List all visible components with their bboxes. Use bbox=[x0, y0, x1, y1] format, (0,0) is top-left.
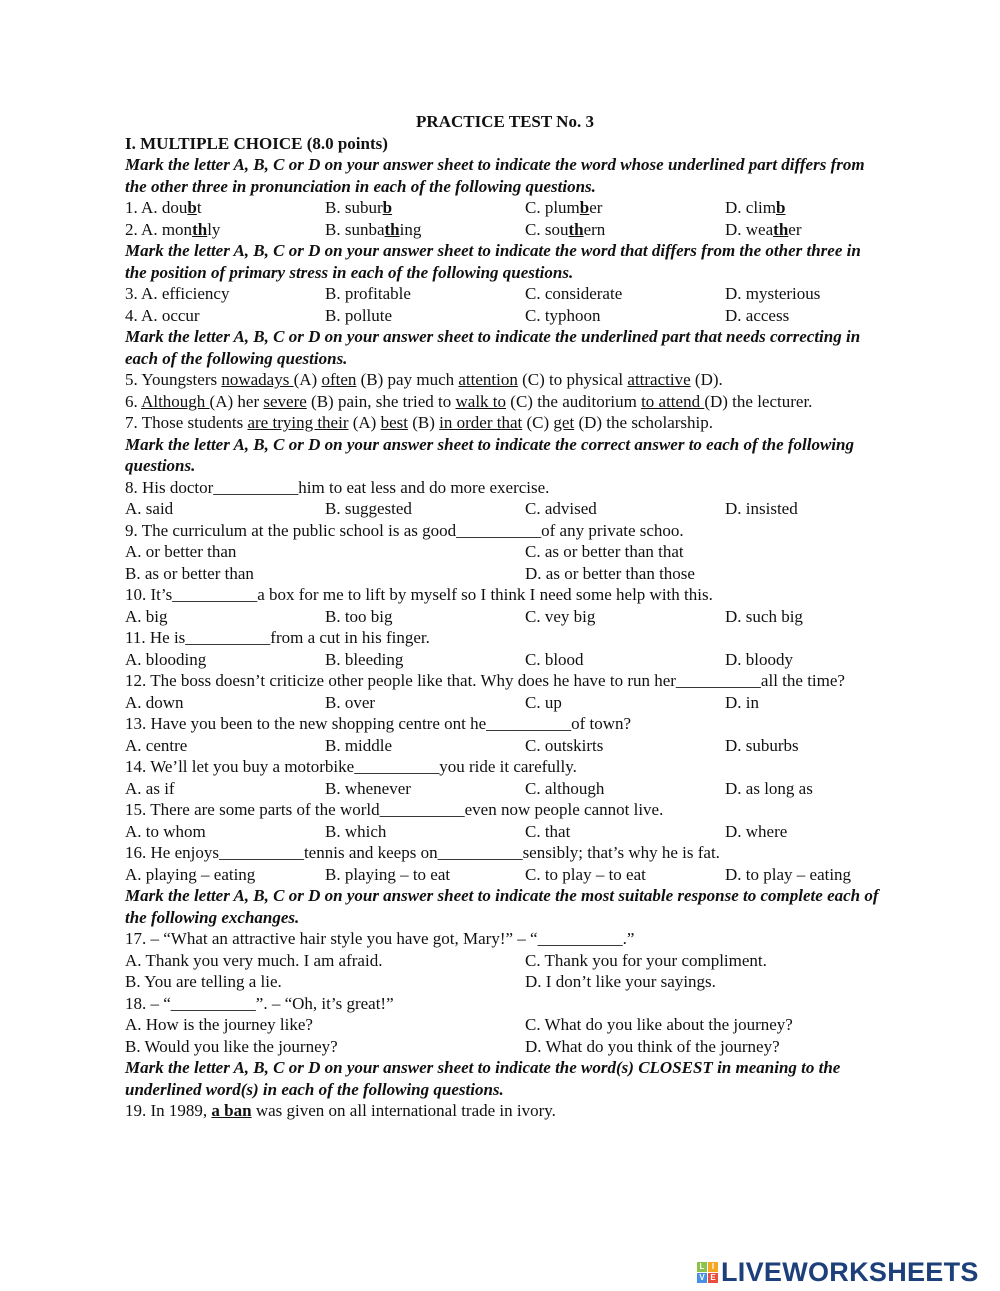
answer-option bbox=[125, 283, 229, 305]
text-segment: 14. We’ll let you buy a motorbike__________you ride it carefully. bbox=[125, 757, 577, 776]
options-row bbox=[125, 778, 885, 800]
question-text bbox=[125, 520, 885, 542]
underlined-text: a ban bbox=[211, 1101, 252, 1120]
text-segment: D. insisted bbox=[725, 499, 798, 518]
options-row bbox=[125, 1014, 885, 1036]
text-segment: D. mysterious bbox=[725, 284, 821, 303]
text-segment: 19. In 1989, bbox=[125, 1101, 212, 1120]
text-segment: D. clim bbox=[725, 198, 776, 217]
underlined-text: th bbox=[773, 219, 789, 239]
answer-option bbox=[725, 821, 787, 843]
options-row bbox=[125, 821, 885, 843]
text-segment: D. wea bbox=[725, 219, 774, 239]
text-segment: C. considerate bbox=[525, 284, 623, 303]
logo-block: E bbox=[708, 1273, 718, 1283]
options-row bbox=[125, 563, 885, 585]
options-row bbox=[125, 305, 885, 327]
text-segment: B. whenever bbox=[325, 778, 411, 798]
text-segment: ing bbox=[399, 219, 422, 239]
answer-option bbox=[725, 649, 793, 671]
answer-option bbox=[525, 541, 684, 563]
text-segment: B. pollute bbox=[325, 305, 393, 325]
text-segment: (D). bbox=[690, 370, 723, 389]
text-segment: C. plum bbox=[525, 198, 580, 217]
text-segment: (B) pain, she tried to bbox=[306, 391, 456, 411]
text-segment: t bbox=[196, 198, 202, 217]
text-segment: C. What do you like about the journey? bbox=[525, 1015, 793, 1034]
answer-option bbox=[525, 606, 595, 628]
answer-option bbox=[125, 563, 254, 585]
answer-option bbox=[125, 735, 187, 757]
answer-option bbox=[525, 219, 605, 241]
answer-option bbox=[525, 864, 646, 886]
text-segment: B. bleeding bbox=[325, 649, 404, 669]
instruction-text: Mark the letter A, B, C or D on your answer sheet to indicate the word that differs from the other three in the position of primary stress in each of the following questions. bbox=[125, 241, 861, 282]
text-segment: C. up bbox=[525, 692, 562, 712]
page-title: PRACTICE TEST No. 3 bbox=[416, 112, 594, 131]
answer-option bbox=[725, 219, 802, 241]
answer-option bbox=[525, 778, 604, 800]
text-segment: er bbox=[589, 198, 603, 217]
answer-option bbox=[525, 283, 622, 305]
answer-option bbox=[125, 197, 202, 219]
underlined-text: severe bbox=[263, 391, 307, 411]
text-segment: 4. A. occur bbox=[125, 305, 200, 325]
answer-option bbox=[125, 971, 282, 993]
answer-option bbox=[125, 1036, 338, 1058]
text-segment: (A) her bbox=[209, 391, 264, 411]
answer-option bbox=[525, 498, 597, 520]
instruction-text: Mark the letter A, B, C or D on your answer sheet to indicate the word whose underlined part differs from the other three in pronunciation in each of the following questions. bbox=[125, 155, 865, 196]
underlined-text: nowadays bbox=[221, 370, 294, 389]
text-segment: (B) pay much bbox=[356, 370, 459, 389]
text-segment: A. down bbox=[125, 692, 184, 712]
options-row bbox=[125, 219, 885, 241]
text-segment: B. over bbox=[325, 692, 376, 712]
text-segment: 3. A. efficiency bbox=[125, 284, 230, 303]
text-segment: A. said bbox=[125, 499, 174, 518]
text-segment: (B) bbox=[407, 413, 440, 432]
answer-option bbox=[725, 864, 851, 886]
answer-option bbox=[325, 283, 411, 305]
question-text bbox=[125, 391, 885, 413]
answer-option bbox=[325, 305, 392, 327]
answer-option bbox=[525, 971, 716, 993]
answer-option bbox=[125, 649, 206, 671]
answer-option bbox=[125, 498, 173, 520]
answer-option bbox=[725, 305, 789, 327]
question-list bbox=[125, 154, 885, 1122]
answer-option bbox=[325, 821, 386, 843]
underlined-text: best bbox=[380, 413, 408, 432]
answer-option bbox=[325, 219, 421, 241]
answer-option bbox=[525, 1014, 793, 1036]
answer-option bbox=[325, 606, 393, 628]
text-segment: er bbox=[788, 219, 802, 239]
underlined-text: th bbox=[384, 219, 400, 239]
answer-option bbox=[525, 735, 603, 757]
text-segment: C. as or better than that bbox=[525, 542, 684, 561]
answer-option bbox=[325, 649, 403, 671]
logo-block: I bbox=[708, 1262, 718, 1272]
text-segment: 11. He is__________from a cut in his finger. bbox=[125, 628, 430, 647]
text-segment: D. suburbs bbox=[725, 735, 799, 755]
text-segment: D. to play – eating bbox=[725, 864, 852, 884]
text-segment: A. centre bbox=[125, 735, 188, 755]
question-text bbox=[125, 1100, 885, 1122]
text-segment: 18. – “__________”. – “Oh, it’s great!” bbox=[125, 993, 394, 1013]
answer-option bbox=[125, 692, 184, 714]
answer-option bbox=[125, 305, 200, 327]
text-segment: C. to play – to eat bbox=[525, 864, 646, 884]
text-segment: A. How is the journey like? bbox=[125, 1015, 313, 1034]
text-segment: 2. A. mon bbox=[125, 219, 193, 239]
text-segment: (D) the lecturer. bbox=[704, 391, 813, 411]
answer-option bbox=[525, 563, 695, 585]
text-segment: B. playing – to eat bbox=[325, 864, 451, 884]
answer-option bbox=[725, 735, 799, 757]
question-text bbox=[125, 477, 885, 499]
answer-option bbox=[325, 735, 392, 757]
logo-block: L bbox=[697, 1262, 707, 1272]
options-row bbox=[125, 692, 885, 714]
question-text bbox=[125, 670, 885, 692]
text-segment: C. although bbox=[525, 778, 605, 798]
underlined-text: b bbox=[776, 198, 786, 217]
text-segment: C. that bbox=[525, 821, 571, 841]
question-text bbox=[125, 584, 885, 606]
text-segment: was given on all international trade in ivory. bbox=[251, 1101, 556, 1120]
text-segment: A. blooding bbox=[125, 649, 207, 669]
text-segment: A. to whom bbox=[125, 821, 206, 841]
text-segment: 13. Have you been to the new shopping centre ont he__________of town? bbox=[125, 714, 632, 733]
text-segment: (A) bbox=[348, 413, 381, 432]
text-segment: B. profitable bbox=[325, 284, 411, 303]
answer-option bbox=[325, 778, 411, 800]
text-segment: A. as if bbox=[125, 778, 175, 798]
options-row bbox=[125, 864, 885, 886]
answer-option bbox=[325, 498, 412, 520]
answer-option bbox=[125, 606, 168, 628]
answer-option bbox=[525, 821, 570, 843]
worksheet bbox=[125, 111, 885, 1122]
text-segment: B. as or better than bbox=[125, 563, 254, 583]
options-row bbox=[125, 541, 885, 563]
answer-option bbox=[125, 864, 255, 886]
instruction-text: Mark the letter A, B, C or D on your answer sheet to indicate the correct answer to each of the following questions. bbox=[125, 434, 854, 475]
text-segment: 9. The curriculum at the public school is as good__________of any private schoo. bbox=[125, 520, 684, 540]
text-segment: C. vey big bbox=[525, 606, 596, 626]
question-text bbox=[125, 799, 885, 821]
text-segment: ly bbox=[207, 219, 221, 239]
underlined-text: b bbox=[579, 198, 590, 217]
text-segment: 5. Youngsters bbox=[125, 370, 222, 389]
options-row bbox=[125, 649, 885, 671]
underlined-text: b bbox=[187, 198, 197, 217]
options-row bbox=[125, 498, 885, 520]
liveworksheets-logo bbox=[697, 1257, 979, 1288]
answer-option bbox=[125, 1014, 313, 1036]
answer-option bbox=[125, 950, 382, 972]
answer-option bbox=[325, 197, 392, 219]
underlined-text: in order that bbox=[439, 413, 523, 432]
options-row bbox=[125, 1036, 885, 1058]
text-segment: A. Thank you very much. I am afraid. bbox=[125, 950, 383, 970]
answer-option bbox=[525, 649, 584, 671]
text-segment: 6. bbox=[125, 391, 142, 411]
text-segment: (A) bbox=[293, 370, 322, 389]
text-segment: D. as long as bbox=[725, 778, 813, 798]
answer-option bbox=[725, 606, 803, 628]
text-segment: 8. His doctor__________him to eat less and do more exercise. bbox=[125, 477, 550, 497]
question-text bbox=[125, 627, 885, 649]
underlined-text: attention bbox=[458, 370, 518, 389]
answer-option bbox=[725, 778, 813, 800]
underlined-text: attractive bbox=[627, 370, 691, 389]
text-segment: 12. The boss doesn’t criticize other people like that. Why does he have to run her__________all the time? bbox=[125, 671, 845, 690]
logo-blocks-icon bbox=[697, 1262, 718, 1283]
instruction-text: Mark the letter A, B, C or D on your answer sheet to indicate the word(s) CLOSEST in meaning to the underlined word(s) in each of the following questions. bbox=[125, 1058, 841, 1099]
answer-option bbox=[525, 1036, 780, 1058]
underlined-text: b bbox=[382, 198, 393, 217]
text-segment: (D) the scholarship. bbox=[574, 413, 714, 432]
answer-option bbox=[125, 219, 220, 241]
text-segment: D. such big bbox=[725, 606, 803, 626]
answer-option bbox=[525, 197, 602, 219]
text-segment: D. as or better than those bbox=[525, 563, 695, 583]
text-segment: B. too big bbox=[325, 606, 393, 626]
options-row bbox=[125, 950, 885, 972]
text-segment: C. blood bbox=[525, 649, 584, 669]
answer-option bbox=[725, 197, 785, 219]
text-segment: B. Would you like the journey? bbox=[125, 1036, 338, 1056]
question-text bbox=[125, 713, 885, 735]
text-segment: D. in bbox=[725, 692, 759, 712]
text-segment: B. which bbox=[325, 821, 387, 841]
text-segment: D. access bbox=[725, 305, 790, 325]
answer-option bbox=[725, 692, 759, 714]
underlined-text: often bbox=[321, 370, 357, 389]
logo-block: V bbox=[697, 1273, 707, 1283]
answer-option bbox=[325, 692, 375, 714]
answer-option bbox=[525, 950, 767, 972]
answer-option bbox=[725, 498, 798, 520]
text-segment: (C) to physical bbox=[517, 370, 628, 389]
text-segment: C. Thank you for your compliment. bbox=[525, 950, 767, 970]
options-row bbox=[125, 197, 885, 219]
underlined-text: are trying their bbox=[247, 413, 349, 432]
text-segment: 10. It’s__________a box for me to lift by myself so I think I need some help with this. bbox=[125, 585, 713, 604]
options-row bbox=[125, 735, 885, 757]
answer-option bbox=[525, 692, 562, 714]
answer-option bbox=[125, 821, 206, 843]
text-segment: 17. – “What an attractive hair style you have got, Mary!” – “__________.” bbox=[125, 929, 635, 948]
text-segment: B. middle bbox=[325, 735, 393, 755]
underlined-text: Although bbox=[141, 391, 210, 411]
underlined-text: to attend bbox=[641, 391, 705, 411]
answer-option bbox=[125, 541, 236, 563]
text-segment: A. or better than bbox=[125, 542, 237, 561]
text-segment: B. You are telling a lie. bbox=[125, 972, 282, 991]
answer-option bbox=[525, 305, 601, 327]
text-segment: A. big bbox=[125, 606, 168, 626]
underlined-text: walk to bbox=[455, 391, 507, 411]
text-segment: C. outskirts bbox=[525, 735, 604, 755]
answer-option bbox=[325, 864, 450, 886]
question-text bbox=[125, 842, 885, 864]
question-text bbox=[125, 369, 885, 391]
text-segment: 7. Those students bbox=[125, 413, 248, 432]
text-segment: D. I don’t like your sayings. bbox=[525, 972, 716, 991]
options-row bbox=[125, 606, 885, 628]
text-segment: 15. There are some parts of the world__________even now people cannot live. bbox=[125, 800, 664, 819]
answer-option bbox=[125, 778, 175, 800]
text-segment: D. What do you think of the journey? bbox=[525, 1036, 780, 1056]
options-row bbox=[125, 283, 885, 305]
question-text bbox=[125, 993, 885, 1015]
text-segment: B. suggested bbox=[325, 499, 412, 518]
instruction-text: Mark the letter A, B, C or D on your answer sheet to indicate the underlined part that needs correcting in each of the following questions. bbox=[125, 327, 861, 368]
instruction-text: Mark the letter A, B, C or D on your answer sheet to indicate the most suitable response to complete each of the following exchanges. bbox=[125, 886, 879, 927]
question-text bbox=[125, 412, 885, 434]
text-segment: 16. He enjoys__________tennis and keeps on__________sensibly; that’s why he is fat. bbox=[125, 843, 720, 862]
text-segment: B. sunba bbox=[325, 219, 385, 239]
underlined-text: get bbox=[553, 413, 575, 432]
section-heading: I. MULTIPLE CHOICE (8.0 points) bbox=[125, 133, 388, 153]
question-text bbox=[125, 928, 885, 950]
text-segment: C. advised bbox=[525, 499, 597, 518]
answer-option bbox=[725, 283, 820, 305]
text-segment: C. sou bbox=[525, 219, 569, 239]
text-segment: C. typhoon bbox=[525, 305, 601, 325]
logo-text: LIVEWORKSHEETS bbox=[721, 1257, 979, 1287]
options-row bbox=[125, 971, 885, 993]
question-text bbox=[125, 756, 885, 778]
text-segment: ern bbox=[583, 219, 606, 239]
underlined-text: th bbox=[568, 219, 584, 239]
text-segment: D. bloody bbox=[725, 649, 793, 669]
text-segment: A. playing – eating bbox=[125, 864, 256, 884]
underlined-text: th bbox=[192, 219, 208, 239]
text-segment: (C) the auditorium bbox=[506, 391, 642, 411]
text-segment: B. subur bbox=[325, 198, 383, 217]
text-segment: D. where bbox=[725, 821, 788, 841]
text-segment: 1. A. dou bbox=[125, 198, 188, 217]
text-segment: (C) bbox=[522, 413, 554, 432]
